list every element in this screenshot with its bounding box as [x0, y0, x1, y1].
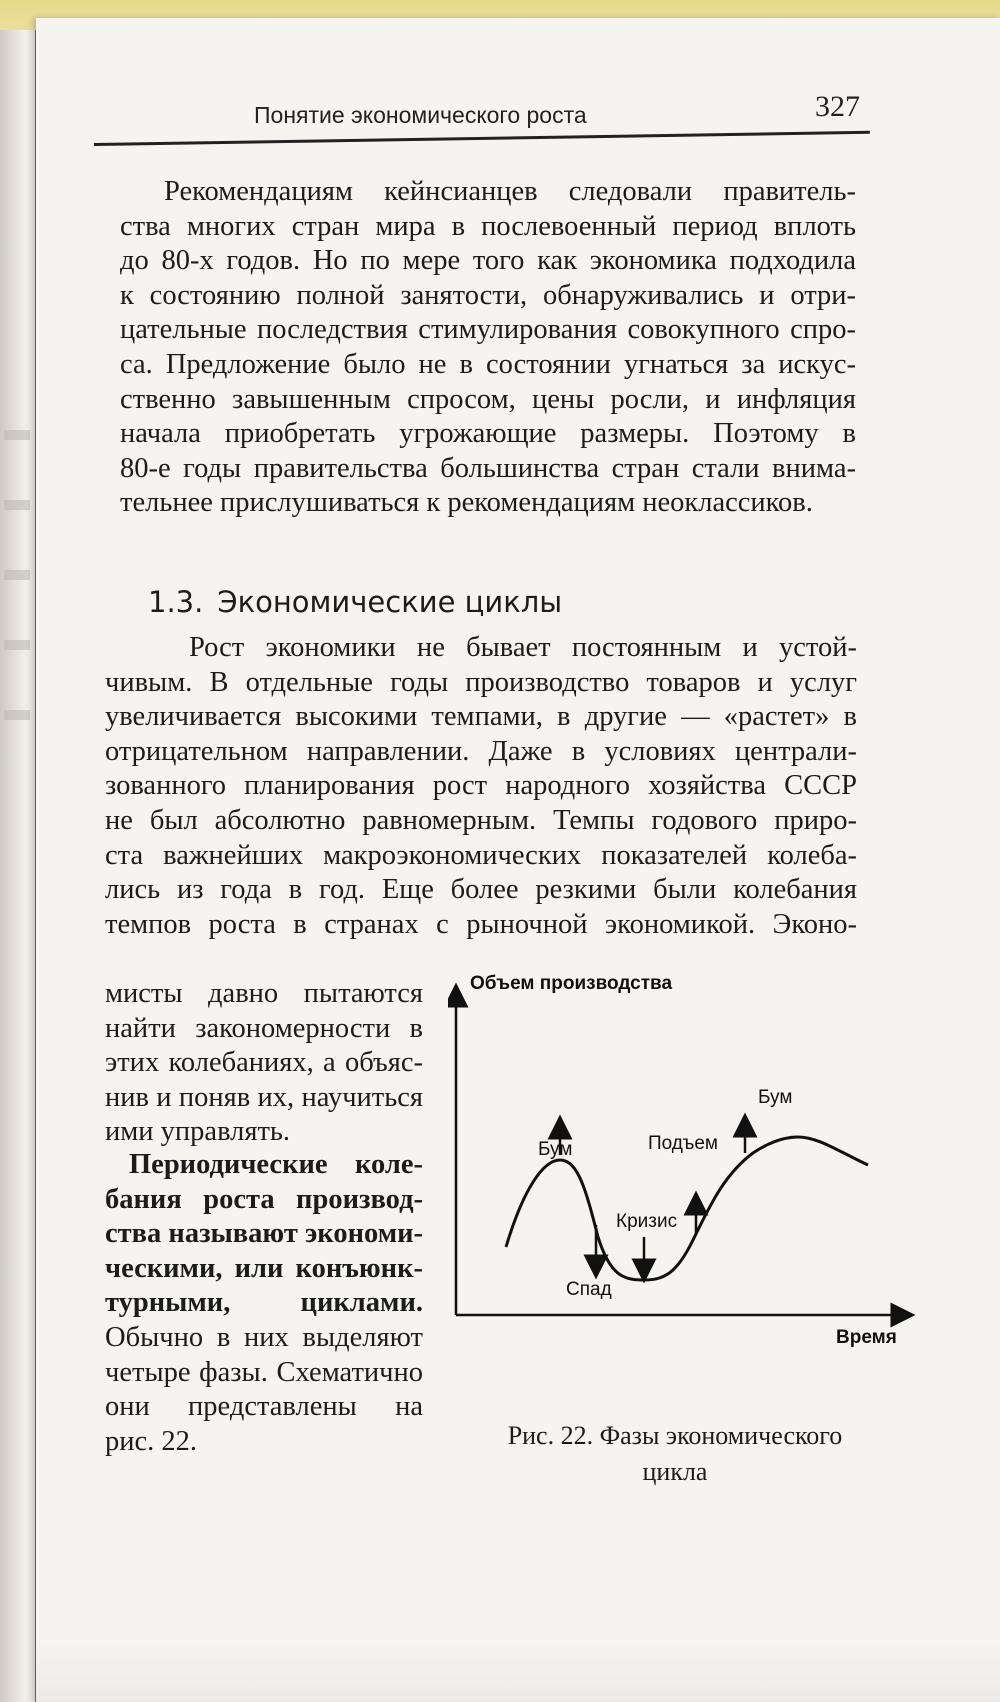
text-line: найти закономерности в: [105, 1012, 423, 1044]
text-line: этих колебаниях, а объяс-: [105, 1047, 423, 1079]
figure-caption: [460, 1418, 890, 1490]
text-line: отрицательном направлении. Даже в условиях централи-: [105, 735, 857, 767]
text-line: ста важнейших макроэкономических показателей колеба-: [105, 839, 857, 871]
paragraph-definition: [105, 1148, 423, 1459]
text-line: мисты давно пытаются: [105, 978, 423, 1009]
text-line: не был абсолютно равномерным. Темпы годового приро-: [105, 804, 857, 836]
previous-page-edge: [0, 30, 40, 1702]
text-line: рис. 22.: [105, 1425, 198, 1457]
bleed-through-mark: [4, 710, 30, 720]
header-rule: [94, 131, 870, 146]
caption-line: цикла: [642, 1457, 708, 1486]
text-line: са. Предложение было не в состоянии угнаться за искус-: [120, 348, 856, 380]
text-line: четыре фазы. Схематично: [105, 1356, 423, 1388]
text-line: 80-е годы правительства большинства стран стали внима-: [120, 452, 856, 484]
bleed-through-mark: [4, 430, 30, 440]
text-line-bold: бания роста производ-: [105, 1183, 423, 1215]
text-line: до 80-х годов. Но по мере того как экономика подходила: [120, 245, 856, 277]
text-line: лись из года в год. Еще более резкими были колебания: [105, 874, 857, 906]
text-line: они представлены на: [105, 1391, 423, 1423]
text-line: зованного планирования рост народного хозяйства СССР: [105, 770, 857, 802]
section-title: Экономические циклы: [217, 585, 563, 619]
boom2-label: Бум: [758, 1087, 793, 1108]
text-line: начала приобретать угрожающие размеры. Поэтому в: [120, 418, 856, 450]
paragraph-keynesian: [120, 175, 856, 521]
text-line: тельнее прислушиваться к рекомендациям неоклассиков.: [120, 487, 813, 519]
text-line: увеличивается высокими темпами, в другие — «растет» в: [105, 701, 857, 733]
business-cycle-figure: [448, 975, 918, 1380]
crisis-label: Кризис: [616, 1211, 678, 1232]
paragraph-economists: [105, 977, 423, 1150]
text-line: темпов роста в странах с рыночной экономикой. Эконо-: [105, 908, 857, 940]
running-header: [94, 76, 870, 146]
business-cycle-diagram: [448, 975, 918, 1380]
text-line: к состоянию полной занятости, обнаруживались и отри-: [120, 279, 856, 311]
caption-line: Рис. 22. Фазы экономического: [507, 1421, 843, 1450]
text-line: Рост экономики не бывает постоянным и устой-: [189, 632, 857, 663]
page-number: 327: [815, 90, 860, 123]
text-line: цательные последствия стимулирования совокупного спро-: [120, 314, 856, 346]
x-axis-label: Время: [836, 1327, 897, 1348]
text-line-bold: Периодические коле-: [129, 1149, 423, 1180]
text-line-bold: ства называют экономи-: [105, 1218, 424, 1250]
y-axis-label: Объем производства: [470, 973, 673, 994]
paragraph-growth: [105, 631, 857, 942]
text-line: ственно завышенным спросом, цены росли, и инфляция: [120, 383, 856, 415]
recovery-label: Подъем: [648, 1133, 718, 1154]
text-line: чивым. В отдельные годы производство товаров и услуг: [105, 666, 857, 698]
bleed-through-mark: [4, 570, 30, 580]
text-line: ства многих стран мира в послевоенный период вплоть: [120, 210, 856, 242]
text-line-bold: ческими, или конъюнк-: [105, 1252, 423, 1284]
page-bottom-shade: [36, 1640, 1000, 1702]
text-line-bold: турными, циклами.: [105, 1287, 423, 1319]
boom1-label: Бум: [538, 1139, 573, 1160]
bleed-through-mark: [4, 500, 30, 510]
text-line: Рекомендациям кейнсианцев следовали правитель-: [164, 176, 856, 207]
text-line: нив и поняв их, научиться: [105, 1081, 423, 1113]
section-number: 1.3.: [148, 585, 204, 619]
decline-label: Спад: [566, 1279, 612, 1300]
running-header-title: Понятие экономического роста: [254, 102, 587, 128]
text-line: Обычно в них выделяют: [105, 1321, 423, 1353]
text-line: ими управлять.: [105, 1116, 291, 1148]
bleed-through-mark: [4, 640, 30, 650]
section-heading: [148, 585, 562, 619]
